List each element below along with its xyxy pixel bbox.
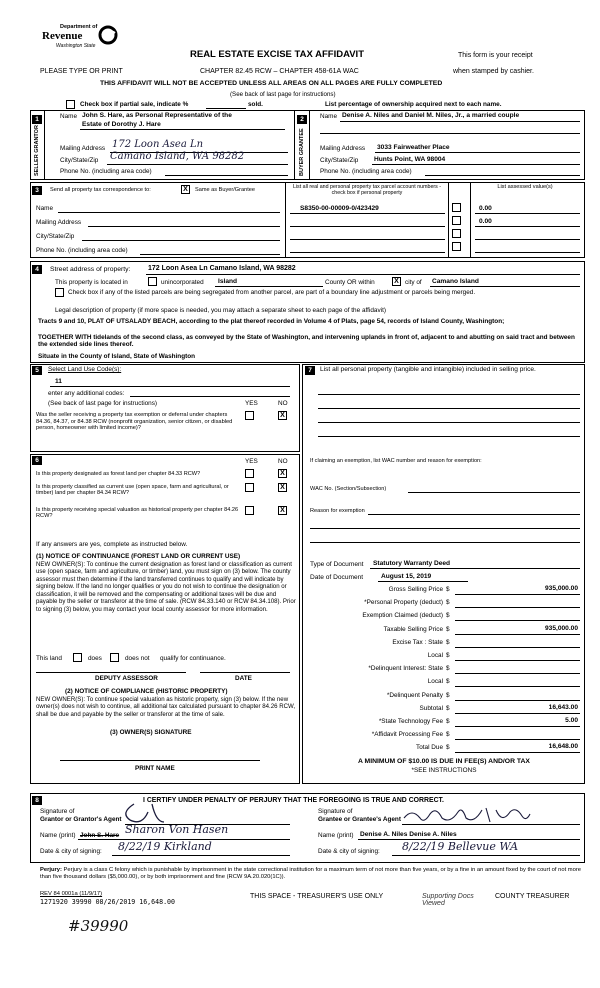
historic-no-checkbox[interactable]: X xyxy=(278,506,287,515)
s6-no-header: NO xyxy=(278,458,288,465)
tax-row-value: 5.00 xyxy=(565,717,578,724)
grantor-sig-label: Signature of xyxy=(40,808,75,815)
current-use-yes-checkbox[interactable] xyxy=(245,483,254,492)
tax-row-value: 16,648.00 xyxy=(548,743,578,751)
treasurer-stamp: 1271920 39990 08/26/2019 16,648.00 xyxy=(40,898,175,906)
certify-statement: I CERTIFY UNDER PENALTY OF PERJURY THAT THE FOREGOING IS TRUE AND CORRECT. xyxy=(143,797,444,804)
seller-phone-label: Phone No. (including area code) xyxy=(60,168,152,175)
s3-mailing-label: Mailing Address xyxy=(36,219,82,226)
partial-sale-checkbox[interactable] xyxy=(66,100,75,109)
instructions-note: (See back of last page for instructions) xyxy=(230,91,336,98)
does-checkbox[interactable] xyxy=(73,653,82,662)
tax-row-label: Total Due xyxy=(416,744,443,752)
perjury-label: Perjury: xyxy=(40,867,62,873)
personal-property-checkbox-3[interactable] xyxy=(452,229,461,238)
current-use-question: Is this property classified as current use (open space, farm and agricultural, or timber) land per chapter 84.34 RCW? xyxy=(36,484,229,497)
tax-row-label: Taxable Selling Price xyxy=(383,625,443,633)
buyer-side-label: BUYER GRANTEE xyxy=(299,128,305,176)
grantee-name: Denise A. Niles Denise A. Niles xyxy=(360,831,457,838)
tax-row-label: *Personal Property (deduct) xyxy=(364,599,443,607)
historic-question: Is this property receiving special valuation as historical property per chapter 84.26 RCW? xyxy=(36,507,239,520)
tax-row-currency: $ xyxy=(446,652,450,659)
legal-description: Tracts 9 and 10, PLAT OF UTSALADY BEACH, according to the plat thereof recorded in Volume 4 of Plats, page 54, records of Island County, Washington; xyxy=(38,318,505,325)
print-name-label: PRINT NAME xyxy=(135,765,175,772)
deputy-assessor-label: DEPUTY ASSESSOR xyxy=(95,675,158,682)
forest-no-checkbox[interactable]: X xyxy=(278,469,287,478)
tax-row-currency: $ xyxy=(446,599,450,607)
receipt-note-1: This form is your receipt xyxy=(458,52,533,59)
tax-row-label: Local xyxy=(427,678,443,686)
current-use-no-checkbox[interactable]: X xyxy=(278,483,287,492)
tax-row-label: *Delinquent Interest: State xyxy=(368,665,443,673)
land-use-code: 11 xyxy=(55,378,62,385)
does-label: does xyxy=(88,655,102,662)
grantor-name-handwritten: Sharon Von Hasen xyxy=(125,823,229,836)
receipt-note-2: when stamped by cashier. xyxy=(453,68,534,75)
s5-exemption-no-checkbox[interactable]: X xyxy=(278,411,287,420)
tax-row-currency: $ xyxy=(446,678,450,686)
county-treasurer-label: COUNTY TREASURER xyxy=(495,893,570,900)
seller-side-label: SELLER GRANTOR xyxy=(34,125,40,176)
section-6-number: 6 xyxy=(32,456,42,465)
minimum-note: A MINIMUM OF $10.00 IS DUE IN FEE(S) AND/OR TAX xyxy=(358,758,530,765)
reason-label: Reason for exemption xyxy=(310,508,365,514)
doc-type: Statutory Warranty Deed xyxy=(373,560,451,567)
grantor-name-label: Name (print) xyxy=(40,832,76,839)
buyer-city-label: City/State/Zip xyxy=(320,157,359,164)
tax-row-currency: $ xyxy=(446,691,450,699)
located-label: This property is located in xyxy=(55,279,128,286)
section-4-number: 4 xyxy=(32,265,42,274)
tax-row-currency: $ xyxy=(446,612,450,620)
seller-mailing: 172 Loon Asea Ln xyxy=(112,139,204,150)
correspondence-label: Send all property tax correspondence to: xyxy=(50,187,151,193)
assessor-date-label: DATE xyxy=(235,675,252,682)
see-back-note: (See back of last page for instructions) xyxy=(48,400,158,407)
forest-question: Is this property designated as forest land per chapter 84.33 RCW? xyxy=(36,471,201,477)
tax-row-value: 935,000.00 xyxy=(544,585,578,592)
exemption-claim-label: If claiming an exemption, list WAC number and reason for exemption: xyxy=(310,458,482,464)
unincorporated-checkbox[interactable] xyxy=(148,277,157,286)
parcel-number: S8350-00-00009-0/423429 xyxy=(300,205,379,212)
tax-row-currency: $ xyxy=(446,586,450,593)
continuance-title: (1) NOTICE OF CONTINUANCE (FOREST LAND OR CURRENT USE) xyxy=(36,553,241,560)
section-2-number: 2 xyxy=(297,115,307,124)
same-as-buyer-label: Same as Buyer/Grantee xyxy=(195,187,256,193)
s3-name-label: Name xyxy=(36,205,54,212)
legal-description-3: Situate in the County of Island, State of Washington xyxy=(38,353,196,360)
section-5-frame xyxy=(30,364,300,452)
grantee-name-label: Name (print) xyxy=(318,832,354,839)
section-7-number: 7 xyxy=(305,366,315,375)
section-5-number: 5 xyxy=(32,366,42,375)
historic-yes-checkbox[interactable] xyxy=(245,506,254,515)
segregated-note: Check box if any of the listed parcels are being segregated from another parcel, are part of a boundary line adjustment or parcels being merged. xyxy=(68,289,476,296)
assessed-header: List assessed value(s) xyxy=(497,184,553,190)
handwritten-number: #39990 xyxy=(68,917,129,935)
seller-name: John S. Hare, as Personal Representative of the xyxy=(82,112,232,119)
supporting-docs-stamp: Supporting Docs Viewed xyxy=(422,893,474,908)
grantee-sig-label: Signature of xyxy=(318,808,353,815)
grantee-signature xyxy=(402,804,532,826)
tax-row-currency: $ xyxy=(446,718,450,725)
seller-name-line2: Estate of Dorothy J. Hare xyxy=(82,121,161,128)
s5-no-header: NO xyxy=(278,400,288,407)
personal-property-label: List all personal property (tangible and intangible) included in selling price. xyxy=(320,366,536,373)
grantor-date-city: 8/22/19 Kirkland xyxy=(118,840,212,853)
see-instructions-note: *SEE INSTRUCTIONS xyxy=(411,767,477,774)
compliance-text: NEW OWNER(S): To continue special valuation as historic property, sign (3) below. If the new owner(s) does not wish to continue, all additional tax calculated pursuant to chapter 84.26 RCW, shall be due and payable by the seller or transferor at the time of sale. xyxy=(36,696,296,718)
grantor-name-printed: John S. Hare xyxy=(80,832,120,839)
form-title: REAL ESTATE EXCISE TAX AFFIDAVIT xyxy=(190,49,365,60)
this-land-label: This land xyxy=(36,655,62,662)
tax-row-label: Gross Selling Price xyxy=(388,586,443,593)
exemption-question: Was the seller receiving a property tax exemption or deferral under chapters 84.36, 84.37, or 84.38 RCW (nonprofit organization, senior citizen, or disabled person, homeowner with limited income)? xyxy=(36,412,233,432)
tax-row-label: Exemption Claimed (deduct) xyxy=(362,612,443,620)
assessed-value-2: 0.00 xyxy=(479,218,492,225)
ownership-note: List percentage of ownership acquired next to each name. xyxy=(325,101,502,108)
grantee-sig-label-2: Grantee or Grantee's Agent xyxy=(318,816,401,823)
section-8-number: 8 xyxy=(32,796,42,805)
doc-date-label: Date of Document xyxy=(310,574,364,581)
s3-phone-label: Phone No. (including area code) xyxy=(36,247,128,254)
seller-name-label: Name xyxy=(60,113,78,120)
personal-property-checkbox-4[interactable] xyxy=(452,242,461,251)
warning-text: THIS AFFIDAVIT WILL NOT BE ACCEPTED UNLESS ALL AREAS ON ALL PAGES ARE FULLY COMPLETED xyxy=(100,80,443,87)
tax-row-currency: $ xyxy=(446,731,450,739)
partial-sale-label: Check box if partial sale, indicate % xyxy=(80,101,189,108)
s3-city-label: City/State/Zip xyxy=(36,233,75,240)
grantee-date-city-label: Date & city of signing: xyxy=(318,848,380,855)
dor-swoosh-icon xyxy=(98,24,118,46)
seller-mailing-label: Mailing Address xyxy=(60,145,106,152)
section-1-number: 1 xyxy=(32,115,42,124)
grantor-sig-label-2: Grantor or Grantor's Agent xyxy=(40,816,122,823)
revision-number: REV 84 0001a (11/9/17) xyxy=(40,891,103,897)
city-checkbox[interactable]: X xyxy=(392,277,401,286)
same-as-buyer-checkbox[interactable]: X xyxy=(181,185,190,194)
tax-row-currency: $ xyxy=(446,744,450,752)
does-not-checkbox[interactable] xyxy=(110,653,119,662)
form-subtitle: CHAPTER 82.45 RCW – CHAPTER 458-61A WAC xyxy=(200,68,359,75)
personal-property-checkbox-2[interactable] xyxy=(452,216,461,225)
grantor-date-city-label: Date & city of signing: xyxy=(40,848,102,855)
if-yes-note: If any answers are yes, complete as instructed below. xyxy=(36,541,188,548)
section-3-number: 3 xyxy=(32,186,42,195)
unincorporated-label: unincorporated xyxy=(161,279,204,286)
legal-description-2: TOGETHER WITH tidelands of the second class, as conveyed by the State of Washington, and intervening uplands in front of, adjacent to and abutting on said tract and between the extended side lines thereof. xyxy=(38,334,575,349)
partial-sale-sold: sold. xyxy=(248,101,263,108)
perjury-notice xyxy=(40,867,585,881)
tax-row-label: Subtotal xyxy=(419,704,443,712)
tax-row-label: *State Technology Fee xyxy=(378,718,443,725)
tax-row-label: *Delinquent Penalty xyxy=(386,691,443,699)
doc-type-label: Type of Document xyxy=(310,561,364,568)
doc-date: August 15, 2019 xyxy=(381,573,432,580)
continuance-text: NEW OWNER(S): To continue the current designation as forest land or classification as current use (open space, farm and agriculture, or timber) land, you must sign on (3) below. The county assessor must then determine if the land transferred continues to qualify and will indicate by signing below. If the land no longer qualifies or you do not wish to continue the designation or classification, it will be removed and the compensating or additional taxes will be due and payable by the seller or transferor at the time of sale. (RCW 84.33.140 or RCW 84.34.108). Prior to signing (3) below, you may contact your local county assessor for more information. xyxy=(36,561,296,613)
agency-line2: Revenue xyxy=(42,30,83,42)
personal-property-checkbox-1[interactable] xyxy=(452,203,461,212)
s6-yes-header: YES xyxy=(245,458,258,465)
buyer-mailing: 3033 Fairweather Place xyxy=(377,144,450,151)
compliance-title: (2) NOTICE OF COMPLIANCE (HISTORIC PROPERTY) xyxy=(65,688,228,695)
county-value: Island xyxy=(218,278,238,285)
additional-codes-label: enter any additional codes: xyxy=(48,390,125,397)
tax-row-value: 16,643.00 xyxy=(548,703,578,711)
tax-row-value: 935,000.00 xyxy=(544,624,578,632)
legal-label: Legal description of property (if more space is needed, you may attach a separate sheet to each page of the affidavit) xyxy=(55,307,386,314)
buyer-name-label: Name xyxy=(320,113,338,120)
city-of-label: city of xyxy=(405,279,422,286)
seller-city: Camano Island, WA 98282 xyxy=(110,151,245,162)
tax-row-label: Excise Tax : State xyxy=(392,638,443,646)
agency-line1: Department of xyxy=(60,24,98,30)
street-label: Street address of property: xyxy=(50,266,131,273)
does-not-label: does not xyxy=(125,655,150,662)
tax-row-label: Local xyxy=(427,652,443,659)
street-address: 172 Loon Asea Ln Camano Island, WA 98282 xyxy=(148,265,296,272)
tax-row-currency: $ xyxy=(446,638,450,646)
qualify-label: qualify for continuance. xyxy=(160,655,226,662)
assessed-value-1: 0.00 xyxy=(479,205,492,212)
buyer-city: Hunts Point, WA 98004 xyxy=(374,156,446,163)
owner-signature-label: (3) OWNER(S) SIGNATURE xyxy=(110,729,192,736)
tax-row-label: *Affidavit Processing Fee xyxy=(371,731,443,739)
dor-logo xyxy=(38,24,108,58)
print-note: PLEASE TYPE OR PRINT xyxy=(40,68,123,75)
tax-row-currency: $ xyxy=(446,665,450,673)
grantee-date-city: 8/22/19 Bellevue WA xyxy=(402,840,519,853)
s5-yes-header: YES xyxy=(245,400,258,407)
segregated-checkbox[interactable] xyxy=(55,288,64,297)
s5-exemption-yes-checkbox[interactable] xyxy=(245,411,254,420)
buyer-mailing-label: Mailing Address xyxy=(320,145,366,152)
treasurer-use-note: THIS SPACE - TREASURER'S USE ONLY xyxy=(250,893,384,900)
seller-city-label: City/State/Zip xyxy=(60,157,99,164)
tax-row-currency: $ xyxy=(446,704,450,712)
buyer-name: Denise A. Niles and Daniel M. Niles, Jr., a married couple xyxy=(342,112,520,119)
forest-yes-checkbox[interactable] xyxy=(245,469,254,478)
agency-line3: Washington State xyxy=(56,43,96,49)
city-value: Camano Island xyxy=(432,278,479,285)
tax-row-currency: $ xyxy=(446,625,450,633)
wac-label: WAC No. (Section/Subsection) xyxy=(310,486,387,492)
land-use-title: Select Land Use Code(s): xyxy=(48,366,122,373)
parcel-header: List all real and personal property tax parcel account numbers - check box if personal property xyxy=(292,184,442,197)
county-label: County OR within xyxy=(325,279,375,286)
buyer-phone-label: Phone No. (including area code) xyxy=(320,168,412,175)
perjury-text: Perjury is a class C felony which is punishable by imprisonment in the state correctional institution for a maximum term of not more than five years, or by a fine in an amount fixed by the court of not more than five thousand dollars ($5,000.00), or by both imprisonment and fine (RCW 9A.20.020(1C)). xyxy=(40,867,581,881)
